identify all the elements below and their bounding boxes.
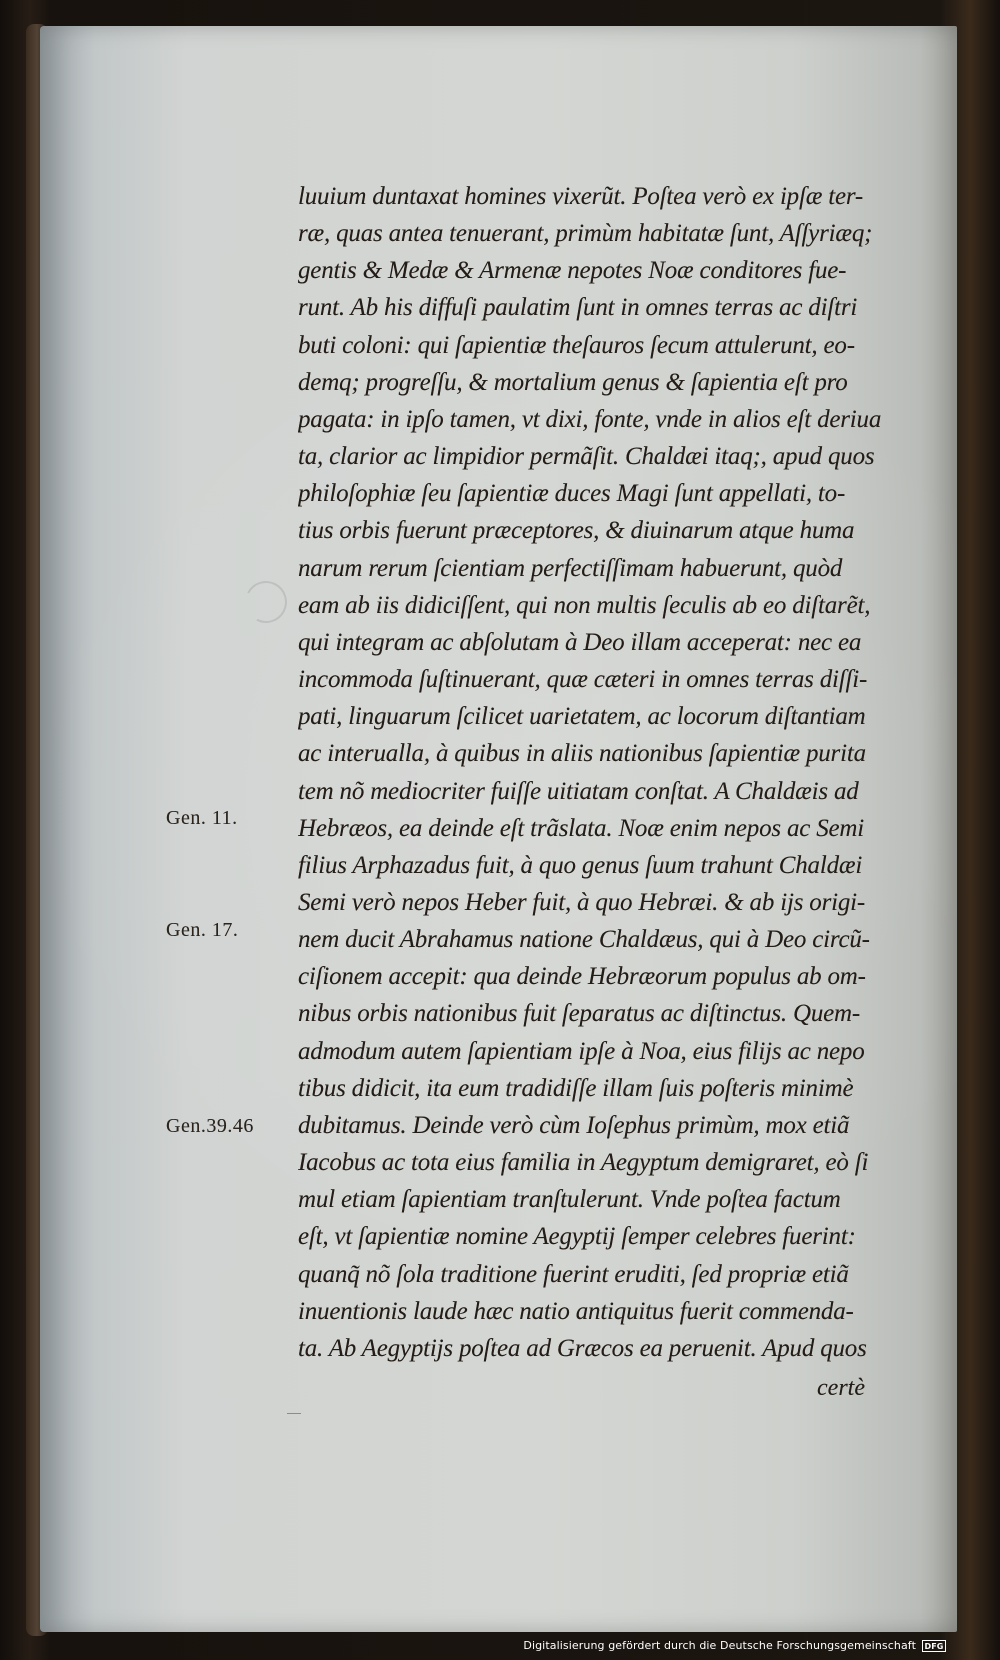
footer-credit-text: Digitalisierung gefördert durch die Deutsche Forschungsgemeinschaft (523, 1639, 916, 1652)
text-line-29: eſt, vt ſapientiæ nomine Aegyptij ſemper celebres fuerint: (298, 1223, 856, 1251)
text-line-27: Iacobus ac tota eius familia in Aegyptum demigraret, eò ſi (298, 1149, 869, 1177)
text-line-10: tius orbis fuerunt præceptores, & diuinarum atque huma (298, 517, 855, 545)
text-line-23: nibus orbis nationibus fuit ſeparatus ac diſtinctus. Quem- (298, 1000, 861, 1028)
margin-note-gen-39-46: Gen.39.46 (166, 1115, 254, 1137)
text-line-04: runt. Ab his diffuſi paulatim ſunt in omnes terras ac diſtri (298, 294, 858, 322)
text-line-20: Semi verò nepos Heber fuit, à quo Hebræi. & ab ijs origi- (298, 888, 866, 916)
text-line-31: inuentionis laude hæc natio antiquitus fuerit commenda- (298, 1297, 854, 1325)
text-line-08: ta, clarior ac limpidior permãſit. Chaldæi itaq;, apud quos (298, 443, 875, 471)
text-line-24: admodum autem ſapientiam ipſe à Noa, eius filijs ac nepo (298, 1037, 865, 1065)
text-line-28: mul etiam ſapientiam tranſtulerunt. Vnde poſtea factum (298, 1186, 841, 1214)
text-line-05: buti coloni: qui ſapientiæ theſauros ſecum attulerunt, eo- (298, 331, 855, 359)
text-line-21: nem ducit Abrahamus natione Chaldæus, qui à Deo circũ- (298, 926, 870, 954)
scanned-book-page (40, 26, 957, 1632)
show-through-mark (240, 576, 293, 629)
text-line-22: ciſionem accepit: qua deinde Hebræorum populus ab om- (298, 963, 866, 991)
text-line-03: gentis & Medæ & Armenæ nepotes Noæ conditores fue- (298, 257, 847, 285)
text-line-26: dubitamus. Deinde verò cùm Ioſephus primùm, mox etiã (298, 1111, 850, 1139)
text-line-06: demq; progreſſu, & mortalium genus & ſapientia eſt pro (298, 368, 848, 396)
text-line-07: pagata: in ipſo tamen, vt dixi, fonte, vnde in alios eſt deriua (298, 405, 882, 433)
text-line-14: incommoda ſuſtinuerant, quæ cæteri in omnes terras diſſi- (298, 666, 868, 694)
text-line-12: eam ab iis didiciſſent, qui non multis ſeculis ab eo diſtarẽt, (298, 591, 871, 619)
text-line-15: pati, linguarum ſcilicet uarietatem, ac locorum diſtantiam (298, 703, 866, 731)
text-line-19: filius Arphazadus fuit, à quo genus ſuum trahunt Chaldæi (298, 851, 863, 879)
text-line-32: ta. Ab Aegyptijs poſtea ad Græcos ea peruenit. Apud quos (298, 1334, 867, 1362)
catchword: certè (817, 1375, 865, 1401)
digitization-footer (523, 1639, 946, 1652)
text-line-25: tibus didicit, ita eum tradidiſſe illam ſuis poſteris minimè (298, 1074, 854, 1102)
text-line-01: luuium duntaxat homines vixerũt. Poſtea verò ex ipſæ ter- (298, 183, 864, 210)
text-line-09: philoſophiæ ſeu ſapientiæ duces Magi ſunt appellati, to- (298, 480, 846, 508)
margin-note-gen-17: Gen. 17. (166, 919, 239, 941)
text-line-17: tem nõ mediocriter fuiſſe uitiatam conſtat. A Chaldæis ad (298, 777, 859, 805)
text-line-16: ac interualla, à quibus in aliis nationibus ſapientiæ purita (298, 740, 866, 768)
text-line-18: Hebræos, ea deinde eſt trãslata. Noæ enim nepos ac Semi (298, 814, 865, 842)
text-line-13: qui integram ac abſolutam à Deo illam acceperat: nec ea (298, 628, 862, 656)
text-line-11: narum rerum ſcientiam perfectiſſimam habuerunt, quòd (298, 554, 843, 582)
printed-rule-mark (287, 1413, 301, 1414)
text-line-30: quanq̃ nõ ſola traditione fuerint eruditi, ſed propriæ etiã (298, 1260, 849, 1288)
text-line-02: ræ, quas antea tenuerant, primùm habitatæ ſunt, Aſſyriæq; (298, 220, 873, 248)
page-body-text (298, 178, 948, 1367)
margin-note-gen-11: Gen. 11. (166, 807, 238, 829)
dfg-logo-icon: DFG (922, 1640, 946, 1652)
